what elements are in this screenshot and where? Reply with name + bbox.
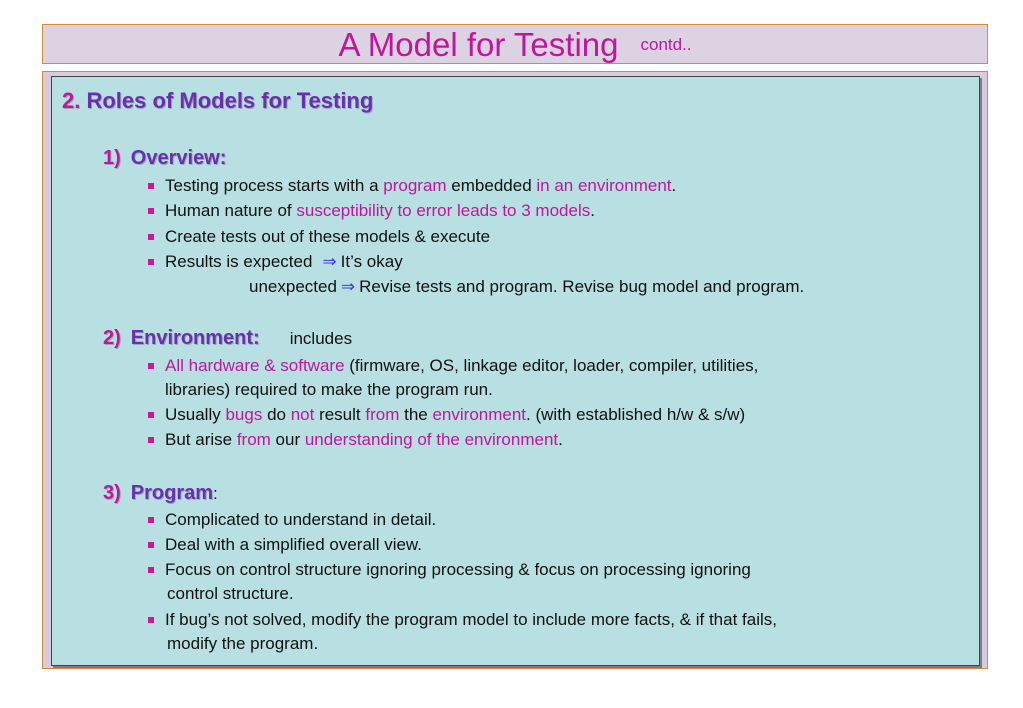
overview-heading: 1) Overview: xyxy=(103,147,227,169)
program-bullet-4-cont: modify the program. xyxy=(167,634,319,653)
slide-title-suffix: contd.. xyxy=(640,35,692,54)
implies-arrow-icon: ⇒ xyxy=(340,277,356,296)
overview-bullet-4: Results is expected ⇒ It’s okay xyxy=(165,252,403,271)
environment-bullet-1: All hardware & software (firmware, OS, linkage editor, loader, compiler, utilities, xyxy=(165,356,759,375)
program-heading: 3) Program: xyxy=(103,482,218,504)
program-bullet-3: Focus on control structure ignoring processing & focus on processing ignoring xyxy=(165,560,751,579)
program-bullet-4: If bug’s not solved, modify the program model to include more facts, & if that fails, xyxy=(165,610,777,629)
overview-bullet-3: Create tests out of these models & execute xyxy=(165,227,491,246)
overview-bullet-1: Testing process starts with a program embedded in an environment. xyxy=(165,176,677,195)
slide-title: A Model for Testing xyxy=(338,26,619,63)
environment-bullet-2: Usually bugs do not result from the environment. (with established h/w & s/w) xyxy=(165,405,746,424)
program-bullet-2: Deal with a simplified overall view. xyxy=(165,535,422,554)
slide-title-bar xyxy=(42,24,988,64)
program-bullet-3-cont: control structure. xyxy=(167,584,294,603)
environment-bullet-3: But arise from our understanding of the environment. xyxy=(165,430,563,449)
overview-bullet-4-cont: unexpected ⇒ Revise tests and program. Revise bug model and program. xyxy=(249,277,805,296)
section-number: 2. xyxy=(62,88,81,113)
environment-heading: 2) Environment: includes xyxy=(103,327,353,349)
section-label: Roles of Models for Testing xyxy=(86,88,374,113)
overview-bullet-2: Human nature of susceptibility to error leads to 3 models. xyxy=(165,201,595,220)
environment-bullet-1-cont: libraries) required to make the program run. xyxy=(165,380,493,399)
implies-arrow-icon: ⇒ xyxy=(322,252,337,271)
section-heading xyxy=(62,88,373,114)
program-bullet-1: Complicated to understand in detail. xyxy=(165,510,437,529)
